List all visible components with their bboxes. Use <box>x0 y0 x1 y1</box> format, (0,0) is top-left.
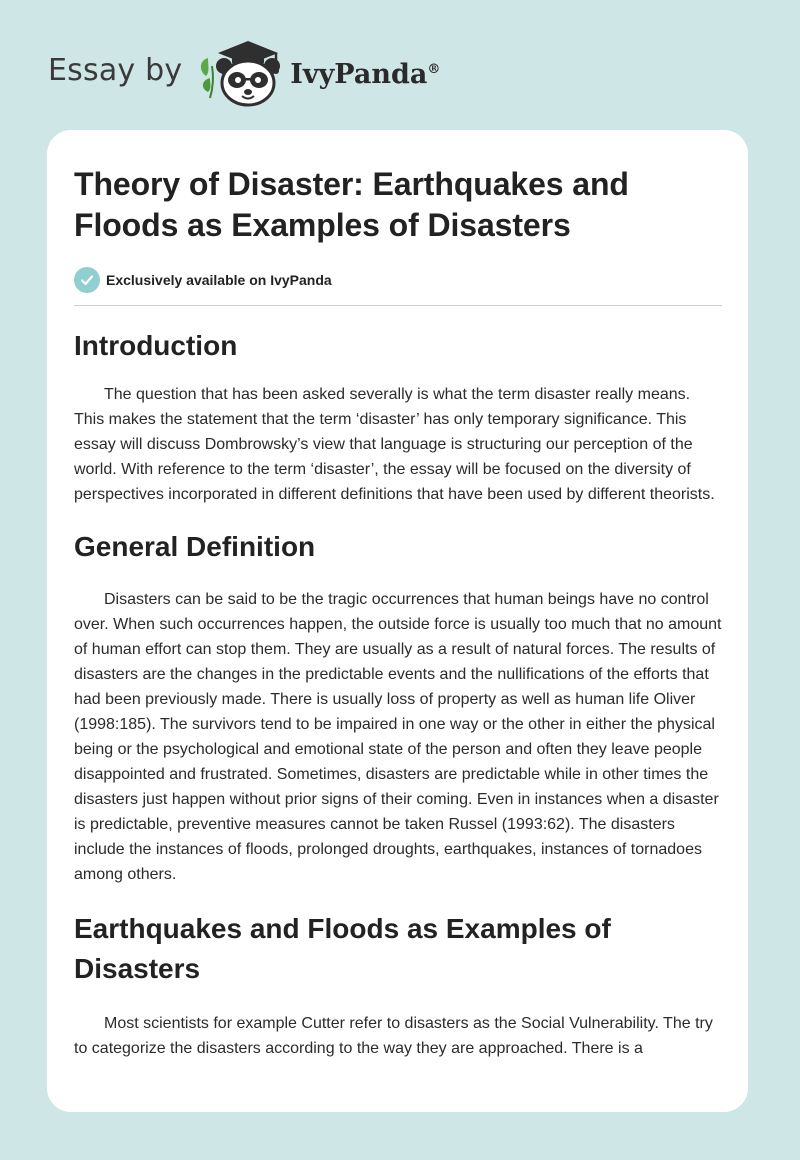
essay-card <box>47 130 748 1112</box>
panda-graduate-icon[interactable] <box>196 36 288 108</box>
brand-name: IvyPanda® <box>290 58 441 90</box>
section-introduction <box>74 326 722 507</box>
section-paragraph: Most scientists for example Cutter refer to disasters as the Social Vulnerability. The try to categorize the disasters according to the way they are approached. There is a <box>74 1015 713 1057</box>
registered-mark: ® <box>427 61 441 77</box>
section-earthquakes-floods <box>74 909 722 1061</box>
exclusive-badge <box>74 266 722 294</box>
brand-prefix: Essay by <box>48 52 183 88</box>
section-heading: Earthquakes and Floods as Examples of Disasters <box>74 913 611 984</box>
section-general-definition <box>74 527 722 887</box>
exclusive-label: Exclusively available on IvyPanda <box>106 272 332 288</box>
brand-header <box>48 36 440 108</box>
check-icon <box>74 267 100 293</box>
title-divider <box>74 305 722 306</box>
section-heading: General Definition <box>74 531 316 562</box>
section-paragraph: The question that has been asked severally is what the term disaster really means. This makes the statement that the term ‘disaster’ has only temporary significance. This essay will discuss Dombrowsky’s view that language is structuring our perception of the world. With reference to the term ‘disaster’, the essay will be focused on the diversity of perspectives incorporated in different definitions that have been used by different theorists. <box>74 386 715 503</box>
essay-title: Theory of Disaster: Earthquakes and Floods as Examples of Disasters <box>74 166 629 243</box>
section-heading: Introduction <box>74 330 238 361</box>
section-paragraph: Disasters can be said to be the tragic occurrences that human beings have no control over. When such occurrences happen, the outside force is usually too much that no amount of human effort can stop them. They are usually as a result of natural forces. The results of disasters are the changes in the predictable events and the nullifications of the efforts that had been previously made. There is usually loss of property as well as human life Oliver (1998:185). The survivors tend to be impaired in one way or the other in either the physical being or the psychological and emotional state of the person and often they leave people disappointed and frustrated. Sometimes, disasters are predictable while in other times the disasters just happen without prior signs of their coming. Even in instances when a disaster is predictable, preventive measures cannot be taken Russel (1993:62). The disasters include the instances of floods, prolonged droughts, earthquakes, instances of tornadoes among others. <box>74 591 722 883</box>
